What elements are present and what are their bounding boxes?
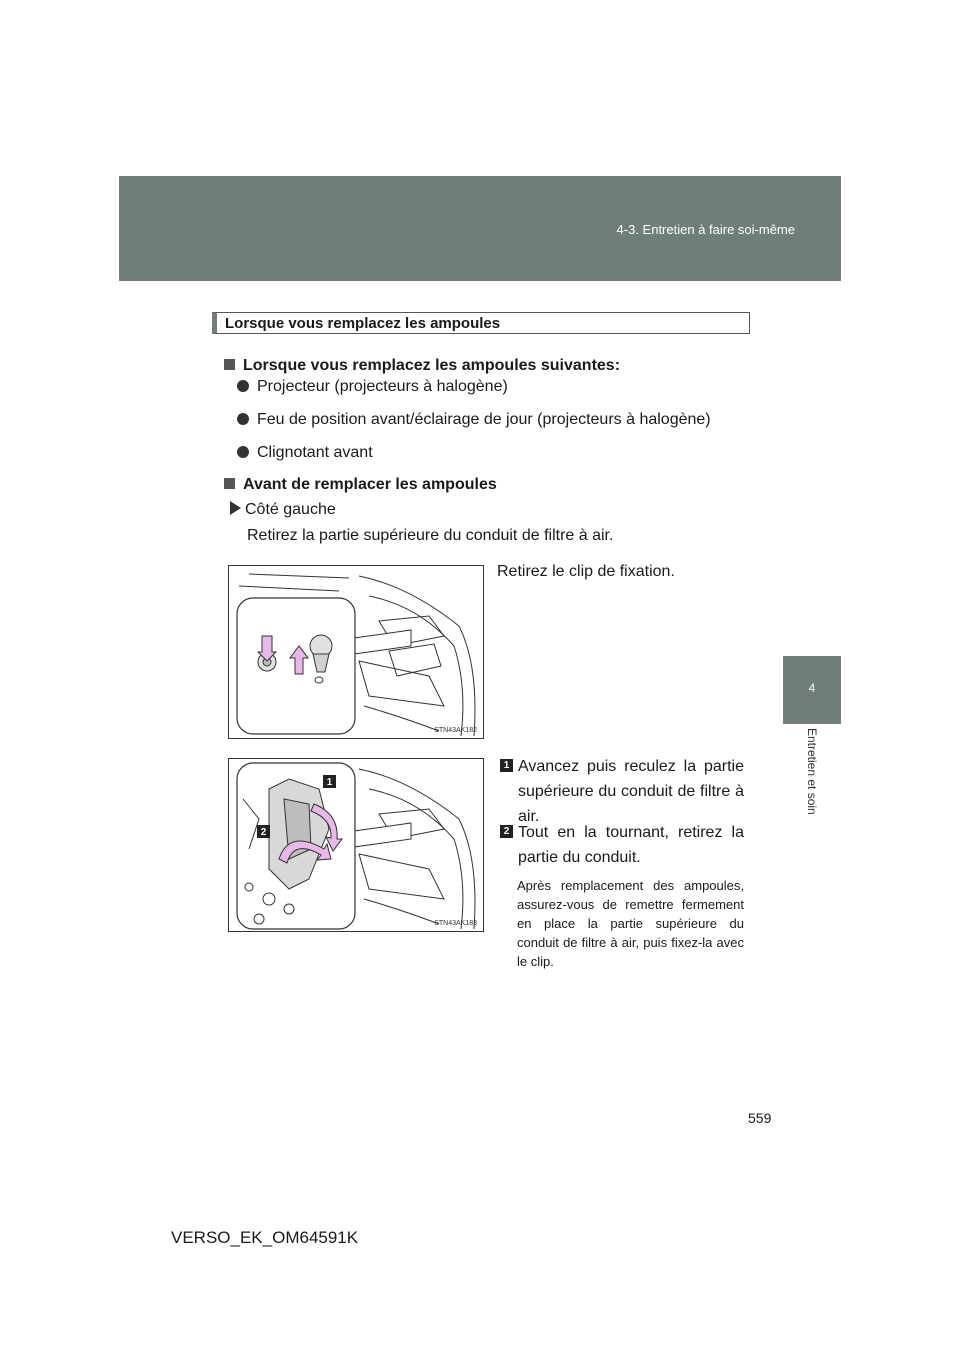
- svg-text:2: 2: [260, 827, 267, 838]
- step-number-badge: 2: [500, 825, 513, 838]
- step-1: [500, 754, 744, 829]
- square-bullet-icon: [224, 359, 235, 370]
- side-tab: [783, 656, 841, 724]
- step-text: Avancez puis reculez la partie supérieure du conduit de filtre à air.: [518, 758, 744, 825]
- block1-heading: Lorsque vous remplacez les ampoules suivantes:: [224, 356, 620, 376]
- bullet-icon: [237, 380, 249, 392]
- step-number-badge: 1: [500, 759, 513, 772]
- page-number: 559: [748, 1110, 772, 1126]
- step-2: [500, 820, 744, 870]
- list-item: Feu de position avant/éclairage de jour (projecteurs à halogène): [237, 410, 711, 430]
- bullet-icon: [237, 413, 249, 425]
- triangle-pointer-icon: [230, 501, 241, 515]
- note-text: Après remplacement des ampoules, assurez-vous de remettre fermement en place la partie supérieure du conduit de filtre à air, puis fixez-la avec le clip.: [517, 878, 744, 969]
- list-item: Clignotant avant: [237, 443, 373, 463]
- side-tab-number: 4: [808, 681, 816, 695]
- figure-duct-removal: [228, 758, 484, 932]
- side-indicator: Côté gauche: [230, 500, 336, 520]
- header-section-title: 4-3. Entretien à faire soi-même: [616, 222, 795, 237]
- figure-clip-removal: [228, 565, 484, 739]
- bullet-icon: [237, 446, 249, 458]
- square-bullet-icon: [224, 478, 235, 489]
- engine-bay-illustration: [229, 566, 484, 739]
- document-code: VERSO_EK_OM64591K: [171, 1228, 359, 1247]
- figure1-caption: Retirez le clip de fixation.: [497, 563, 675, 580]
- side-tab-label: Entretien et soin: [805, 728, 819, 815]
- duct-illustration: [229, 759, 484, 932]
- svg-text:1: 1: [326, 777, 333, 788]
- figure-code: STN43AK182: [434, 727, 477, 734]
- figure-code: STN43AK183: [434, 920, 477, 927]
- block2-intro: Retirez la partie supérieure du conduit de filtre à air.: [247, 527, 614, 544]
- step-text: Tout en la tournant, retirez la partie du conduit.: [518, 824, 744, 866]
- block2-heading: Avant de remplacer les ampoules: [224, 475, 497, 495]
- list-item: Projecteur (projecteurs à halogène): [237, 377, 508, 397]
- section-title: Lorsque vous remplacez les ampoules: [212, 312, 750, 334]
- side-tab-label-wrap: [779, 728, 845, 858]
- header-band: [119, 176, 841, 281]
